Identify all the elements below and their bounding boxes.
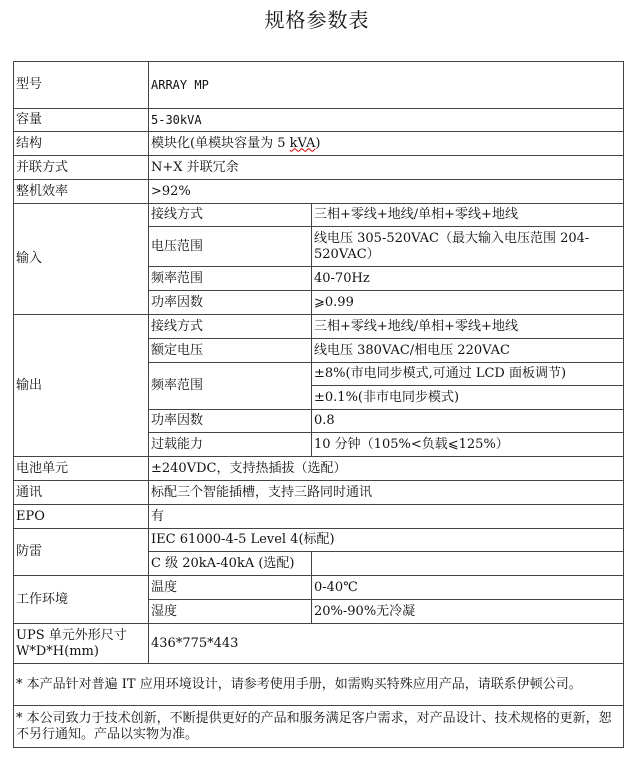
- efficiency-value: >92%: [149, 180, 624, 204]
- note-2: * 本公司致力于技术创新，不断提供更好的产品和服务满足客户需求，对产品设计、技术规格的更新，恕不另行通知。产品以实物为准。: [14, 706, 624, 748]
- structure-label: 结构: [14, 132, 149, 156]
- note-1: * 本产品针对普遍 IT 应用环境设计，请参考使用手册，如需购买特殊应用产品，请联系伊顿公司。: [14, 664, 624, 706]
- input-label: 输入: [14, 204, 149, 315]
- table-row-battery: [14, 457, 624, 481]
- environment-label: 工作环境: [14, 576, 149, 624]
- output-frequency-value-1: ±8%(市电同步模式,可通过 LCD 面板调节): [312, 363, 624, 386]
- output-power-factor-value: 0.8: [312, 410, 624, 433]
- model-label: 型号: [14, 62, 149, 109]
- dimensions-label-line1: UPS 单元外形尺寸: [16, 627, 127, 643]
- table-row-model: [14, 62, 624, 109]
- parallel-value: N+X 并联冗余: [149, 156, 624, 180]
- output-overload-value: 10 分钟（105%<负载⩽125%）: [312, 433, 624, 457]
- capacity-value: 5-30kVA: [149, 109, 624, 132]
- output-rated-voltage-value: 线电压 380VAC/相电压 220VAC: [312, 339, 624, 363]
- table-row-output-wiring: [14, 315, 624, 339]
- table-row-epo: [14, 505, 624, 529]
- table-row-dimensions: [14, 624, 624, 664]
- structure-value-suffix: ): [315, 135, 321, 151]
- battery-value: ±240VDC，支持热插拔（选配）: [149, 457, 624, 481]
- env-temperature-label: 温度: [149, 576, 312, 600]
- table-row-efficiency: [14, 180, 624, 204]
- epo-label: EPO: [14, 505, 149, 529]
- table-row-input-wiring: [14, 204, 624, 227]
- dimensions-label: [14, 624, 149, 664]
- output-label: 输出: [14, 315, 149, 457]
- output-frequency-value-2: ±0.1%(非市电同步模式): [312, 386, 624, 410]
- lightning-value-2-empty: [312, 552, 624, 576]
- lightning-value-1: IEC 61000-4-5 Level 4(标配): [149, 529, 624, 552]
- communication-value: 标配三个智能插槽，支持三路同时通讯: [149, 481, 624, 505]
- spec-table: [13, 61, 624, 748]
- dimensions-value: 436*775*443: [149, 624, 624, 664]
- lightning-label: 防雷: [14, 529, 149, 576]
- env-temperature-value: 0-40℃: [312, 576, 624, 600]
- capacity-label: 容量: [14, 109, 149, 132]
- input-frequency-value: 40-70Hz: [312, 267, 624, 291]
- page-title: 规格参数表: [264, 8, 370, 32]
- output-rated-voltage-label: 额定电压: [149, 339, 312, 363]
- output-wiring-value: 三相+零线+地线/单相+零线+地线: [312, 315, 624, 339]
- dimensions-label-line2: W*D*H(mm): [16, 643, 99, 659]
- output-frequency-label: 频率范围: [149, 363, 312, 410]
- env-humidity-value: 20%-90%无冷凝: [312, 600, 624, 624]
- lightning-value-2: C 级 20kA-40kA (选配): [149, 552, 312, 576]
- table-row-lightning-1: [14, 529, 624, 552]
- efficiency-label: 整机效率: [14, 180, 149, 204]
- model-value: ARRAY MP: [149, 62, 624, 109]
- input-power-factor-label: 功率因数: [149, 291, 312, 315]
- input-power-factor-value: ⩾0.99: [312, 291, 624, 315]
- output-wiring-label: 接线方式: [149, 315, 312, 339]
- input-voltage-value: 线电压 305-520VAC（最大输入电压范围 204-520VAC）: [312, 227, 624, 267]
- table-row-capacity: [14, 109, 624, 132]
- table-row-env-temperature: [14, 576, 624, 600]
- table-row-communication: [14, 481, 624, 505]
- input-wiring-value: 三相+零线+地线/单相+零线+地线: [312, 204, 624, 227]
- epo-value: 有: [149, 505, 624, 529]
- output-overload-label: 过载能力: [149, 433, 312, 457]
- communication-label: 通讯: [14, 481, 149, 505]
- structure-value-prefix: 模块化(单模块容量为 5: [151, 135, 290, 151]
- env-humidity-label: 湿度: [149, 600, 312, 624]
- table-row-structure: [14, 132, 624, 156]
- structure-value-unit: kVA: [289, 135, 316, 151]
- table-row-note-2: [14, 706, 624, 748]
- output-power-factor-label: 功率因数: [149, 410, 312, 433]
- battery-label: 电池单元: [14, 457, 149, 481]
- input-voltage-label: 电压范围: [149, 227, 312, 267]
- input-frequency-label: 频率范围: [149, 267, 312, 291]
- parallel-label: 并联方式: [14, 156, 149, 180]
- input-wiring-label: 接线方式: [149, 204, 312, 227]
- table-row-parallel: [14, 156, 624, 180]
- structure-value: [149, 132, 624, 156]
- table-row-note-1: [14, 664, 624, 706]
